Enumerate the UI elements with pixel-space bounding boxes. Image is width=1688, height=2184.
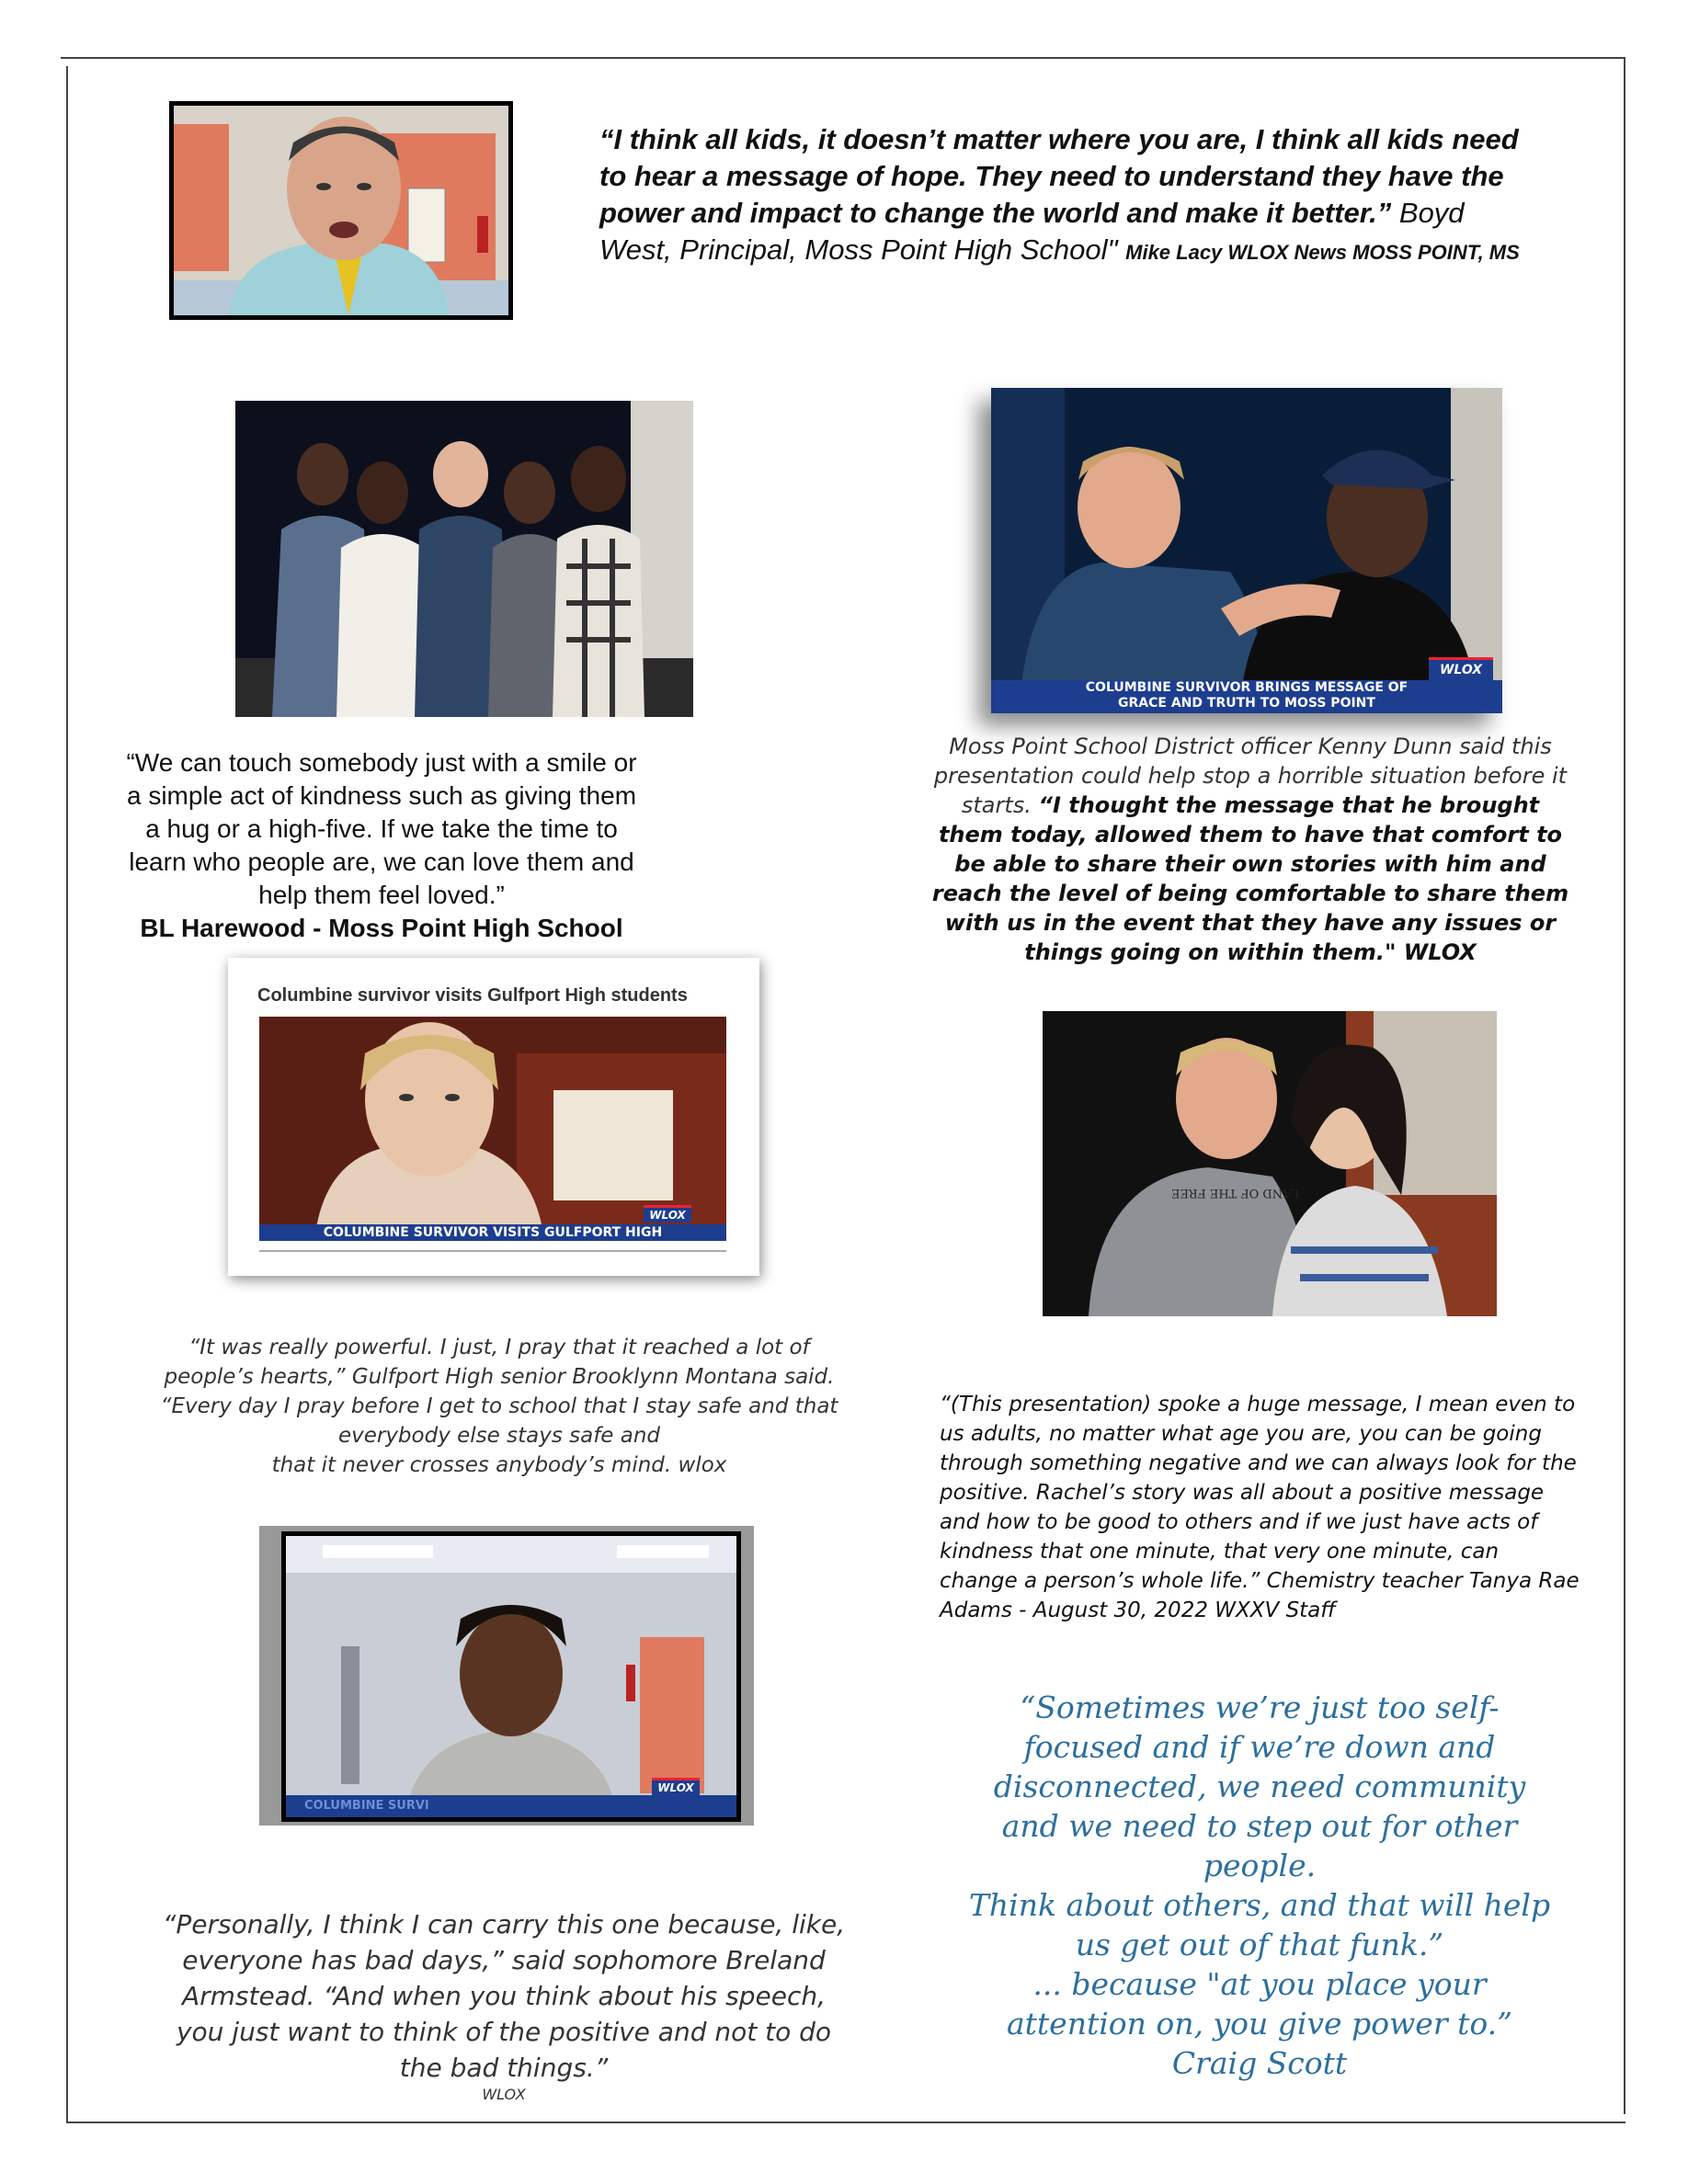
page-border-top xyxy=(61,57,1624,59)
craig-quote-line1: “Sometimes we’re just too self-focused and if we’re down and disconnected, we need community and we need to step out for other people. xyxy=(993,1689,1526,1883)
dunn-quote xyxy=(929,732,1572,967)
adams-quote xyxy=(940,1390,1583,1625)
craig-scott-quote xyxy=(965,1688,1554,2083)
gulfport-video-frame xyxy=(259,1017,726,1241)
harewood-quote xyxy=(120,746,644,945)
principal-quote xyxy=(599,121,1537,271)
montana-quote xyxy=(154,1333,844,1480)
gulfport-card-rule xyxy=(259,1250,726,1252)
wlox-logo: WLOX xyxy=(1429,657,1493,680)
page-border-left xyxy=(66,66,68,2123)
harewood-quote-attribution: BL Harewood - Moss Point High School xyxy=(140,914,623,942)
principal-photo xyxy=(169,101,513,320)
adams-quote-text: “(This presentation) spoke a huge message, I mean even to us adults, no matter what age you are, you can be going through something negative and we can always look for the positive. Rachel’s story was all about a positive message and how to be good to others and if we just have acts of kindness that one minute, that very one minute, can change a person’s whole life.” Chemistry teacher Tanya Rae Adams - August 30, 2022 WXXV Staff xyxy=(940,1393,1580,1622)
gulfport-card-title: Columbine survivor visits Gulfport High students xyxy=(257,985,688,1006)
group-photo xyxy=(235,401,693,717)
armstead-video-frame xyxy=(281,1531,741,1822)
principal-quote-source: Boyd West, Principal, Moss Point High School" xyxy=(599,197,1465,266)
armstead-wlox-logo: WLOX xyxy=(652,1778,700,1795)
gulfport-wlox-logo: WLOX xyxy=(644,1205,691,1223)
craig-quote-line3: ... because "at you place your attention on, you give power to.” Craig Scott xyxy=(1006,1966,1513,2081)
hug-photo xyxy=(1043,1011,1497,1316)
page-border-bottom xyxy=(66,2121,1625,2123)
craig-quote-line2: Think about others, and that will help us get out of that funk.” xyxy=(968,1887,1551,1962)
gulfport-photo-card xyxy=(228,958,759,1276)
dunn-quote-intro: Moss Point School District officer Kenny Dunn said this presentation could help stop a horrible situation before it starts. xyxy=(933,734,1568,818)
harewood-quote-text: “We can touch somebody just with a smile or a simple act of kindness such as giving them a hug or a high-five. If we take the time to learn who people are, we can love them and help them feel loved.” xyxy=(126,748,637,909)
principal-quote-credit: Mike Lacy WLOX News MOSS POINT, MS xyxy=(1125,241,1520,264)
armstead-quote-text: “Personally, I think I can carry this one because, like, everyone has bad days,” said sophomore Breland Armstead. “And when you think about his speech, you just want to think of the positive and not to do the bad things.” xyxy=(162,1909,846,2083)
gulfport-video-caption: COLUMBINE SURVIVOR VISITS GULFPORT HIGH xyxy=(259,1224,726,1241)
dunn-photo-caption xyxy=(991,680,1502,713)
dunn-quote-bold: “I thought the message that he brought them today, allowed them to have that comfort to be able to share their own stories with him and reach the level of being comfortable to share them with us in the event that they have any issues or things going on within them." WLOX xyxy=(931,792,1569,965)
armstead-photo xyxy=(259,1526,754,1826)
montana-quote-text: “It was really powerful. I just, I pray that it reached a lot of people’s hearts,” Gulfport High senior Brooklynn Montana said. “Every day I pray before I get to school that I stay safe and that everybody else stays safe and xyxy=(160,1336,838,1448)
armstead-quote xyxy=(154,1906,853,2104)
montana-quote-text2: that it never crosses anybody’s mind. wlox xyxy=(271,1453,727,1477)
dunn-caption-line1: COLUMBINE SURVIVOR BRINGS MESSAGE OF xyxy=(1085,680,1409,695)
armstead-quote-source: WLOX xyxy=(482,2086,526,2103)
dunn-caption-line2: GRACE AND TRUTH TO MOSS POINT xyxy=(1118,696,1375,711)
page-border-right xyxy=(1624,57,1625,2114)
principal-quote-text: “I think all kids, it doesn’t matter where you are, I think all kids need to hear a message of hope. They need to understand they have the power and impact to change the world and make it better.” xyxy=(599,123,1519,229)
shirt-text: LAND OF THE FREE xyxy=(1171,1186,1300,1200)
dunn-photo xyxy=(991,388,1502,713)
armstead-video-caption: COLUMBINE SURVI xyxy=(286,1795,736,1817)
